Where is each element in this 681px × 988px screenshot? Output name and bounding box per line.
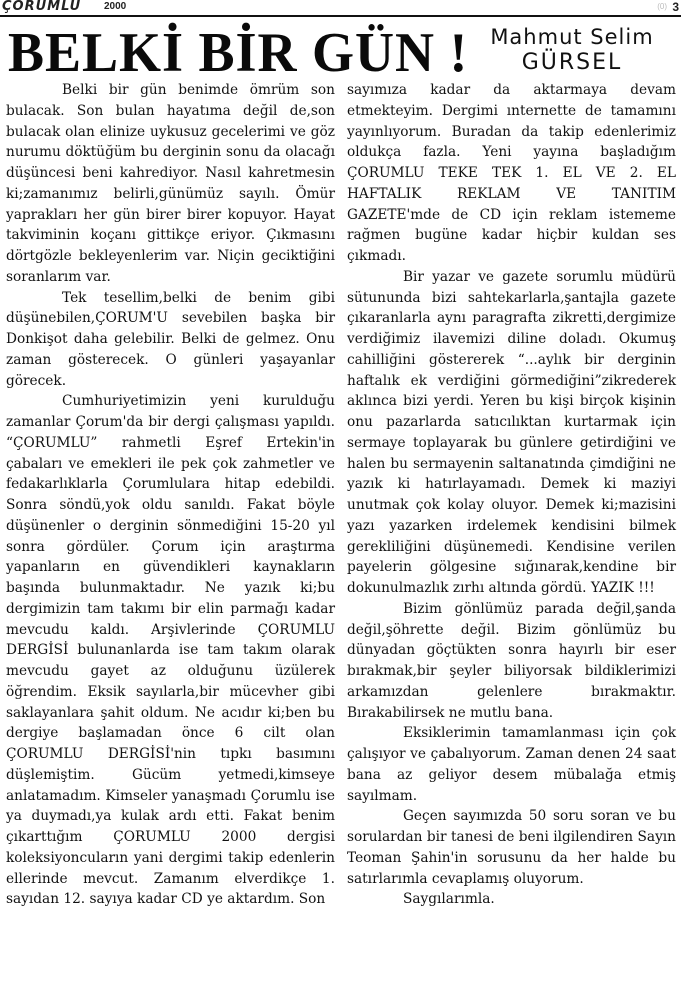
magazine-year: 2000 [104,1,127,12]
right-column [347,80,676,985]
paragraph: Cumhuriyetimizin yeni kurulduğu zamanlar Çorum'da bir dergi çalışması yapıldı. “ÇORUMLU” rahmetli Eşref Ertekin'in çabaları ve emekleri ile pek çok zahmetler ve fedakarlıklarla Çorumlulara hitap edebildi. Sonra söndü,yok oldu sanıldı. Fakat böyle düşünenler o derginin sönmediğini 15-20 yıl sonra gördüler. Çorum için araştırma yapanların en güvendikleri kaynakların başında bulunmaktadır. Ne yazık ki;bu dergimizin tam takımı bir elin parmağı kadar mevcudu kaldı. Arşivlerinde ÇORUMLU DERGİSİ bulunanlarda ise tam takım olarak mevcudu gayet az olduğunu üzülerek öğrendim. Eksik sayılarla,bir mücevher gibi saklayanlara şahit oldum. Ne acıdır ki;ben bu dergiye başlamadan önce 6 cilt olan ÇORUMLU DERGİSİ'nin tıpkı basımını düşlemiştim. Gücüm yetmedi,kimseye anlatamadım. Kimseler yanaşmadı Çorumlu ise ya duymadı,ya kulak ardı etti. Fakat benim çıkarttığım ÇORUMLU 2000 dergisi koleksiyoncuların yani dergimi takip edenlerin ellerinde mevcut. Zamanım elverdikçe 1. sayıdan 12. sayıya kadar CD ye aktardım. Son [6,393,335,908]
article-title: BELKİ BİR GÜN ! [8,22,469,84]
paragraph: Bir yazar ve gazete sorumlu müdürü sütununda bizi sahtekarlarla,şantajla gazete çıkaranlarla aynı paragrafta zikretti,dergimize verdiğimiz ilavemizi diline doladı. Okumuş cahilliğini göstererek “...aylık bir derginin haftalık ek verdiğini görmediğini”zikrederek aklınca bizi yerdi. Yeren bu kişi birçok kişinin onu pazarlarda satıcılıktan kurtarmak için sermaye toplayarak bu günlere getirdiğini ve halen bu sermayenin saltanatında çimdiğini ne yazık ki hatırlayamadı. Demek ki maziyi unutmak çok kolay oluyor. Demek ki;mazisini yazı yazarken irdelemek kendisini bilmek gerekliliğini düşünemedi. Kendisine verilen payelerin gölgesine sığınarak,kendine bir dokunulmazlık zırhı altında gördü. YAZIK !!! [347,268,676,596]
paragraph: Belki bir gün benimde ömrüm son bulacak. Son bulan hayatıma değil de,son bulacak olan elinize uykusuz gecelerimi ve göz nurumu döktüğüm bu derginin sonu da olacağı düşüncesi beni kahrediyor. Nasıl kahretmesin ki;zamanımız belirli,günümüz sayılı. Ömür yaprakları her gün birer birer kopuyor. Hayat takviminin koçanı gittikçe eriyor. Çıkmasını dörtgözle bekleyenlerim var. Niçin geciktiğini soranlarım var. [6,82,335,285]
page-info: (0) [657,2,667,11]
header-rule [0,15,681,17]
author-byline [466,24,678,76]
magazine-logo: ÇORUMLU [2,0,82,14]
page-header [0,0,681,14]
paragraph: Tek tesellim,belki de benim gibi düşünebilen,ÇORUM'U sevebilen başka bir Donkişot daha gelebilir. Belki de gelmez. Onu zaman gösterecek. O günleri yaşayanlar görecek. [6,289,335,389]
author-last-name: GÜRSEL [521,50,623,75]
signoff: Saygılarımla. [403,891,495,908]
author-first-name: Mahmut Selim [490,25,654,49]
paragraph: Bizim gönlümüz parada değil,şanda değil,şöhrette değil. Bizim gönlümüz bu dünyadan göçtükten sonra hayırlı bir eser bırakmak,bir şeyler biliyorsak bildiklerimizi arkamızdan gelenlere bırakmaktır. Bırakabilirsek ne mutlu bana. [347,600,676,721]
paragraph: Geçen sayımızda 50 soru soran ve bu sorulardan bir tanesi de beni ilgilendiren Sayın Teoman Şahin'in sorusunu da her halde bu satırlarımla cevaplamış oluyorum. [347,808,676,887]
paragraph: sayımıza kadar da aktarmaya devam etmekteyim. Dergimi ınternette de tamamını yayınlıyorum. Buradan da takip edenlerimiz oldukça fazla. Yeni yayına başladığım ÇORUMLU TEKE TEK 1. EL VE 2. EL HAFTALIK REKLAM VE TANITIM GAZETE'mde de CD için reklam istememe rağmen bugüne kadar hiçbir kuldan ses çıkmadı. [347,82,676,264]
paragraph: Eksiklerimin tamamlanması için çok çalışıyor ve çabalıyorum. Zaman denen 24 saat bana az geliyor desem mübalağa etmiş sayılmam. [347,725,676,804]
page-number: 3 [672,0,679,14]
left-column [6,80,335,985]
